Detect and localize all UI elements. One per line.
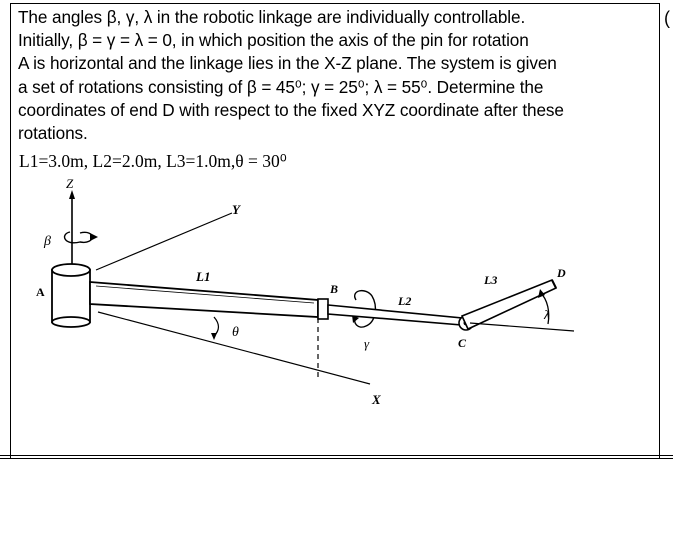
theta-arrowhead bbox=[211, 333, 217, 340]
x-axis-line bbox=[98, 312, 370, 384]
link-l1 bbox=[90, 282, 318, 317]
x-axis-label: X bbox=[372, 392, 381, 407]
l2-label: L2 bbox=[398, 294, 412, 308]
point-b-label: B bbox=[330, 282, 339, 296]
link-l2 bbox=[328, 305, 462, 325]
point-a-label: A bbox=[36, 285, 45, 299]
joint-b-collar bbox=[318, 299, 328, 319]
beta-rotation-arrow bbox=[65, 232, 92, 243]
gamma-label: γ bbox=[364, 336, 370, 351]
frame-bottom-line bbox=[0, 455, 673, 456]
problem-line-1: The angles β, γ, λ in the robotic linkage are individually controllable. bbox=[18, 7, 526, 27]
point-d-label: D bbox=[557, 266, 566, 280]
problem-line-2: Initially, β = γ = λ = 0, in which position the axis of the pin for rotation bbox=[18, 30, 529, 51]
y-axis-line bbox=[96, 213, 232, 270]
lambda-reference-line bbox=[470, 323, 574, 331]
lambda-label: λ bbox=[544, 307, 550, 322]
problem-line-6: rotations. bbox=[18, 123, 88, 144]
given-values: L1=3.0m, L2=2.0m, L3=1.0m,θ = 30⁰ bbox=[19, 151, 287, 171]
pin-cylinder-a bbox=[52, 270, 90, 322]
point-c-label: C bbox=[458, 336, 467, 350]
z-axis-arrowhead bbox=[69, 190, 75, 199]
problem-line-4: a set of rotations consisting of β = 45⁰; γ = 25⁰; λ = 55⁰. Determine the bbox=[18, 76, 544, 97]
pin-cylinder-bottom bbox=[52, 317, 90, 327]
l1-label: L1 bbox=[196, 269, 211, 284]
l3-label: L3 bbox=[484, 273, 498, 287]
frame-bottom-line-2 bbox=[0, 458, 673, 459]
link-l3 bbox=[462, 280, 556, 329]
pin-cylinder-top bbox=[52, 264, 90, 276]
beta-label: β bbox=[44, 234, 51, 249]
theta-label: θ bbox=[232, 325, 239, 340]
y-axis-label: Y bbox=[232, 202, 240, 217]
problem-line-5: coordinates of end D with respect to the fixed XYZ coordinate after these bbox=[18, 99, 564, 120]
z-axis-label: Z bbox=[66, 176, 74, 191]
cropped-edge-glyph: ( bbox=[664, 8, 670, 28]
problem-line-3: A is horizontal and the linkage lies in the X-Z plane. The system is given bbox=[18, 53, 557, 74]
beta-arrowhead bbox=[90, 233, 98, 241]
